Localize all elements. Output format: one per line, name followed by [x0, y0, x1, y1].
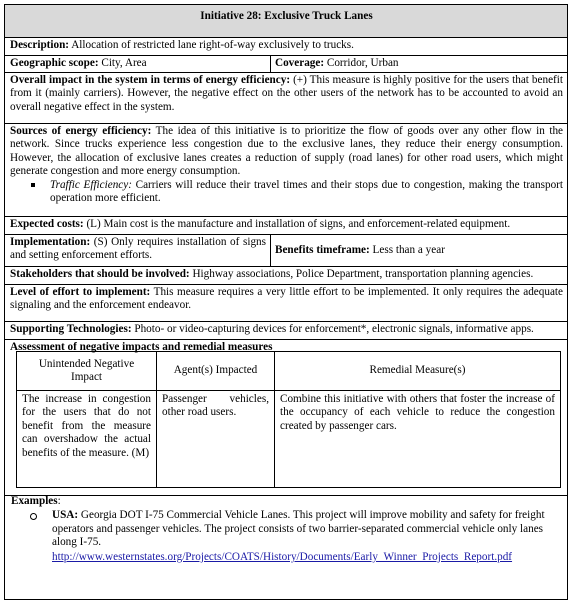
list-item — [11, 509, 559, 564]
technologies-row — [5, 322, 567, 340]
description-row — [5, 38, 567, 56]
impact-cell: The increase in congestion for the users that do not benefit from the measure can overshadow the actual benefits of the measure. (M) — [17, 391, 157, 488]
example-text: Georgia DOT I-75 Commercial Vehicle Lanes. This project will improve mobility and safety for freight operators and passenger vehicles. The project consists of two barrier-separated commercial vehicle only lanes along I-75. — [52, 509, 545, 549]
impact-text: (+) This measure is highly positive for the users that benefit from it (mainly carriers). However, the negative effect on the other users of the network has to be accounted to avoid an overall negative effect in the system. — [10, 74, 563, 113]
example-link[interactable]: http://www.westernstates.org/Projects/COATS/History/Documents/Early_Winner_Projects_Report.pdf — [52, 550, 513, 563]
effort-label: Level of effort to implement: — [10, 286, 151, 298]
table-row — [17, 391, 561, 488]
stakeholders-row — [5, 267, 567, 285]
square-bullet-icon — [31, 183, 35, 187]
column-header-agents: Agent(s) Impacted — [157, 352, 275, 391]
bullet-text: Carriers will reduce their travel times and their stops due to congestion, making the transport operation more efficient. — [50, 178, 563, 205]
agents-cell: Passenger vehicles, other road users. — [157, 391, 275, 488]
sources-text: The idea of this initiative is to prioritize the flow of goods over any other flow in the network. Since trucks experience less congestion due to the exclusive lanes, they reduce their energy consumption. However, the allocation of exclusive lanes creates a reduction of supply (road lanes) for other road users, which might generate congestion and more energy consumption. — [10, 125, 563, 178]
example-country: USA: — [52, 509, 79, 522]
examples-label: Examples — [11, 495, 58, 507]
scope-coverage-row — [5, 56, 567, 73]
impact-row — [5, 73, 567, 124]
technologies-text: Photo- or video-capturing devices for enforcement*, electronic signals, informative apps. — [131, 323, 534, 335]
sources-label: Sources of energy efficiency: — [10, 125, 152, 137]
initiative-title: Initiative 28: Exclusive Truck Lanes — [5, 5, 567, 38]
coverage-cell — [270, 56, 565, 70]
column-header-impact: Unintended Negative Impact — [17, 352, 157, 391]
benefits-label: Benefits timeframe: — [275, 244, 370, 256]
scope-label: Geographic scope: — [10, 57, 99, 69]
list-item — [50, 179, 563, 206]
remedial-cell: Combine this initiative with others that foster the increase of the occupancy of each vehicle to reduce the congestion created by passenger cars. — [275, 391, 561, 488]
geographic-scope-cell — [5, 56, 270, 70]
coverage-text: Corridor, Urban — [324, 57, 399, 69]
description-text: Allocation of restricted lane right-of-way exclusively to trucks. — [69, 39, 354, 51]
effort-row — [5, 285, 567, 322]
stakeholders-text: Highway associations, Police Department, transportation planning agencies. — [189, 268, 534, 280]
stakeholders-label: Stakeholders that should be involved: — [10, 268, 190, 280]
examples-colon: : — [57, 495, 61, 507]
sources-row — [5, 124, 567, 217]
costs-text: (L) Main cost is the manufacture and installation of signs, and enforcement-related equipment. — [83, 218, 511, 230]
costs-row — [5, 217, 567, 235]
impact-label: Overall impact in the system in terms of energy efficiency: — [10, 74, 291, 86]
initiative-sheet — [4, 4, 568, 600]
implementation-benefits-row — [5, 235, 567, 267]
examples-section — [11, 495, 559, 564]
table-header-row — [17, 352, 561, 391]
circle-bullet-icon — [30, 513, 37, 520]
column-header-remedial: Remedial Measure(s) — [275, 352, 561, 391]
implementation-cell — [5, 235, 270, 263]
benefits-text: Less than a year — [369, 244, 445, 256]
costs-label: Expected costs: — [10, 218, 84, 230]
implementation-label: Implementation: — [10, 236, 91, 248]
assessment-heading: Assessment of negative impacts and remedial measures — [10, 341, 273, 353]
implementation-text: (S) Only requires installation of signs and setting enforcement efforts. — [10, 236, 266, 262]
sources-bullet-list — [10, 179, 563, 206]
technologies-label: Supporting Technologies: — [10, 323, 132, 335]
benefits-cell — [270, 235, 565, 257]
coverage-label: Coverage: — [275, 57, 325, 69]
negative-impacts-table — [16, 351, 561, 488]
effort-text: This measure requires a very little effort to be implemented. It only requires the adequate signaling and the enforcement endeavor. — [10, 286, 563, 312]
scope-text: City, Area — [98, 57, 147, 69]
bullet-label: Traffic Efficiency: — [50, 178, 132, 191]
description-label: Description: — [10, 39, 70, 51]
